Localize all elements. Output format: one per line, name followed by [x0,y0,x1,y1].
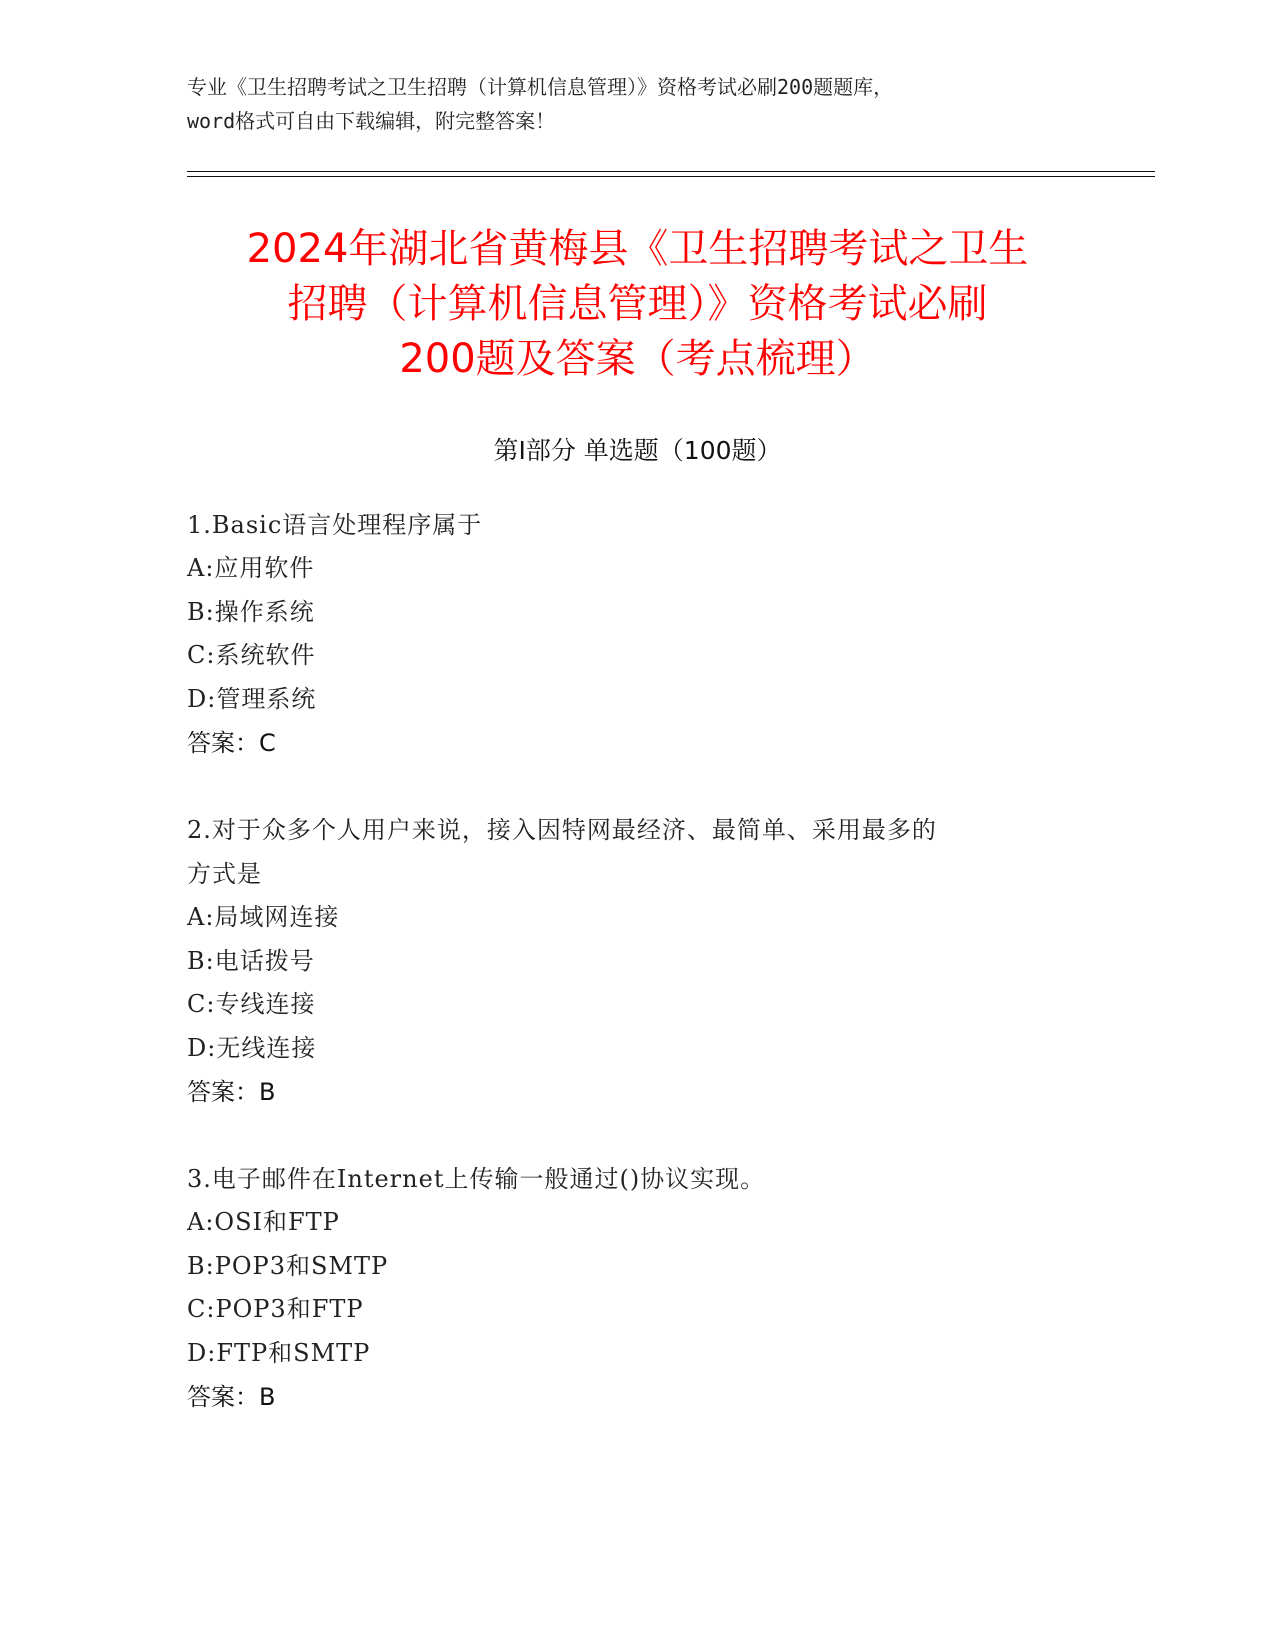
question-3-option-b: B:POP3和SMTP [187,1252,389,1280]
section-title: 第Ⅰ部分 单选题（100题） [493,436,782,465]
question-3-stem: 3.电子邮件在Internet上传输一般通过()协议实现。 [187,1165,766,1193]
question-2-option-c: C:专线连接 [187,990,316,1018]
question-2-option-a: A:局域网连接 [187,903,340,931]
question-1-answer: 答案：C [187,729,276,757]
title-line-3: 200题及答案（考点梳理） [399,336,876,382]
header-divider-top [187,171,1155,172]
title-line-1: 2024年湖北省黄梅县《卫生招聘考试之卫生 [246,226,1029,272]
question-1-option-d: D:管理系统 [187,685,317,713]
question-1-option-b: B:操作系统 [187,598,315,626]
question-2-option-b: B:电话拨号 [187,947,315,975]
question-1-stem: 1.Basic语言处理程序属于 [187,511,483,539]
document-header [187,70,1087,138]
document-title [150,222,1125,387]
question-3-option-a: A:OSI和FTP [187,1208,340,1236]
question-2-answer: 答案：B [187,1078,276,1106]
header-line-1: 专业《卫生招聘考试之卫生招聘（计算机信息管理）》资格考试必刷200题题库， [187,75,894,99]
question-3-option-d: D:FTP和SMTP [187,1339,371,1367]
question-1-option-c: C:系统软件 [187,641,316,669]
header-divider-bottom [187,176,1155,177]
question-2-stem-line-2: 方式是 [187,860,262,888]
title-line-2: 招聘（计算机信息管理）》资格考试必刷 [287,281,988,327]
question-3-answer: 答案：B [187,1383,276,1411]
question-2-option-d: D:无线连接 [187,1034,317,1062]
header-line-2: word格式可自由下载编辑，附完整答案！ [187,109,556,133]
question-3-option-c: C:POP3和FTP [187,1295,364,1323]
question-2-stem-line-1: 2.对于众多个人用户来说，接入因特网最经济、最简单、采用最多的 [187,816,937,844]
question-1-option-a: A:应用软件 [187,554,315,582]
